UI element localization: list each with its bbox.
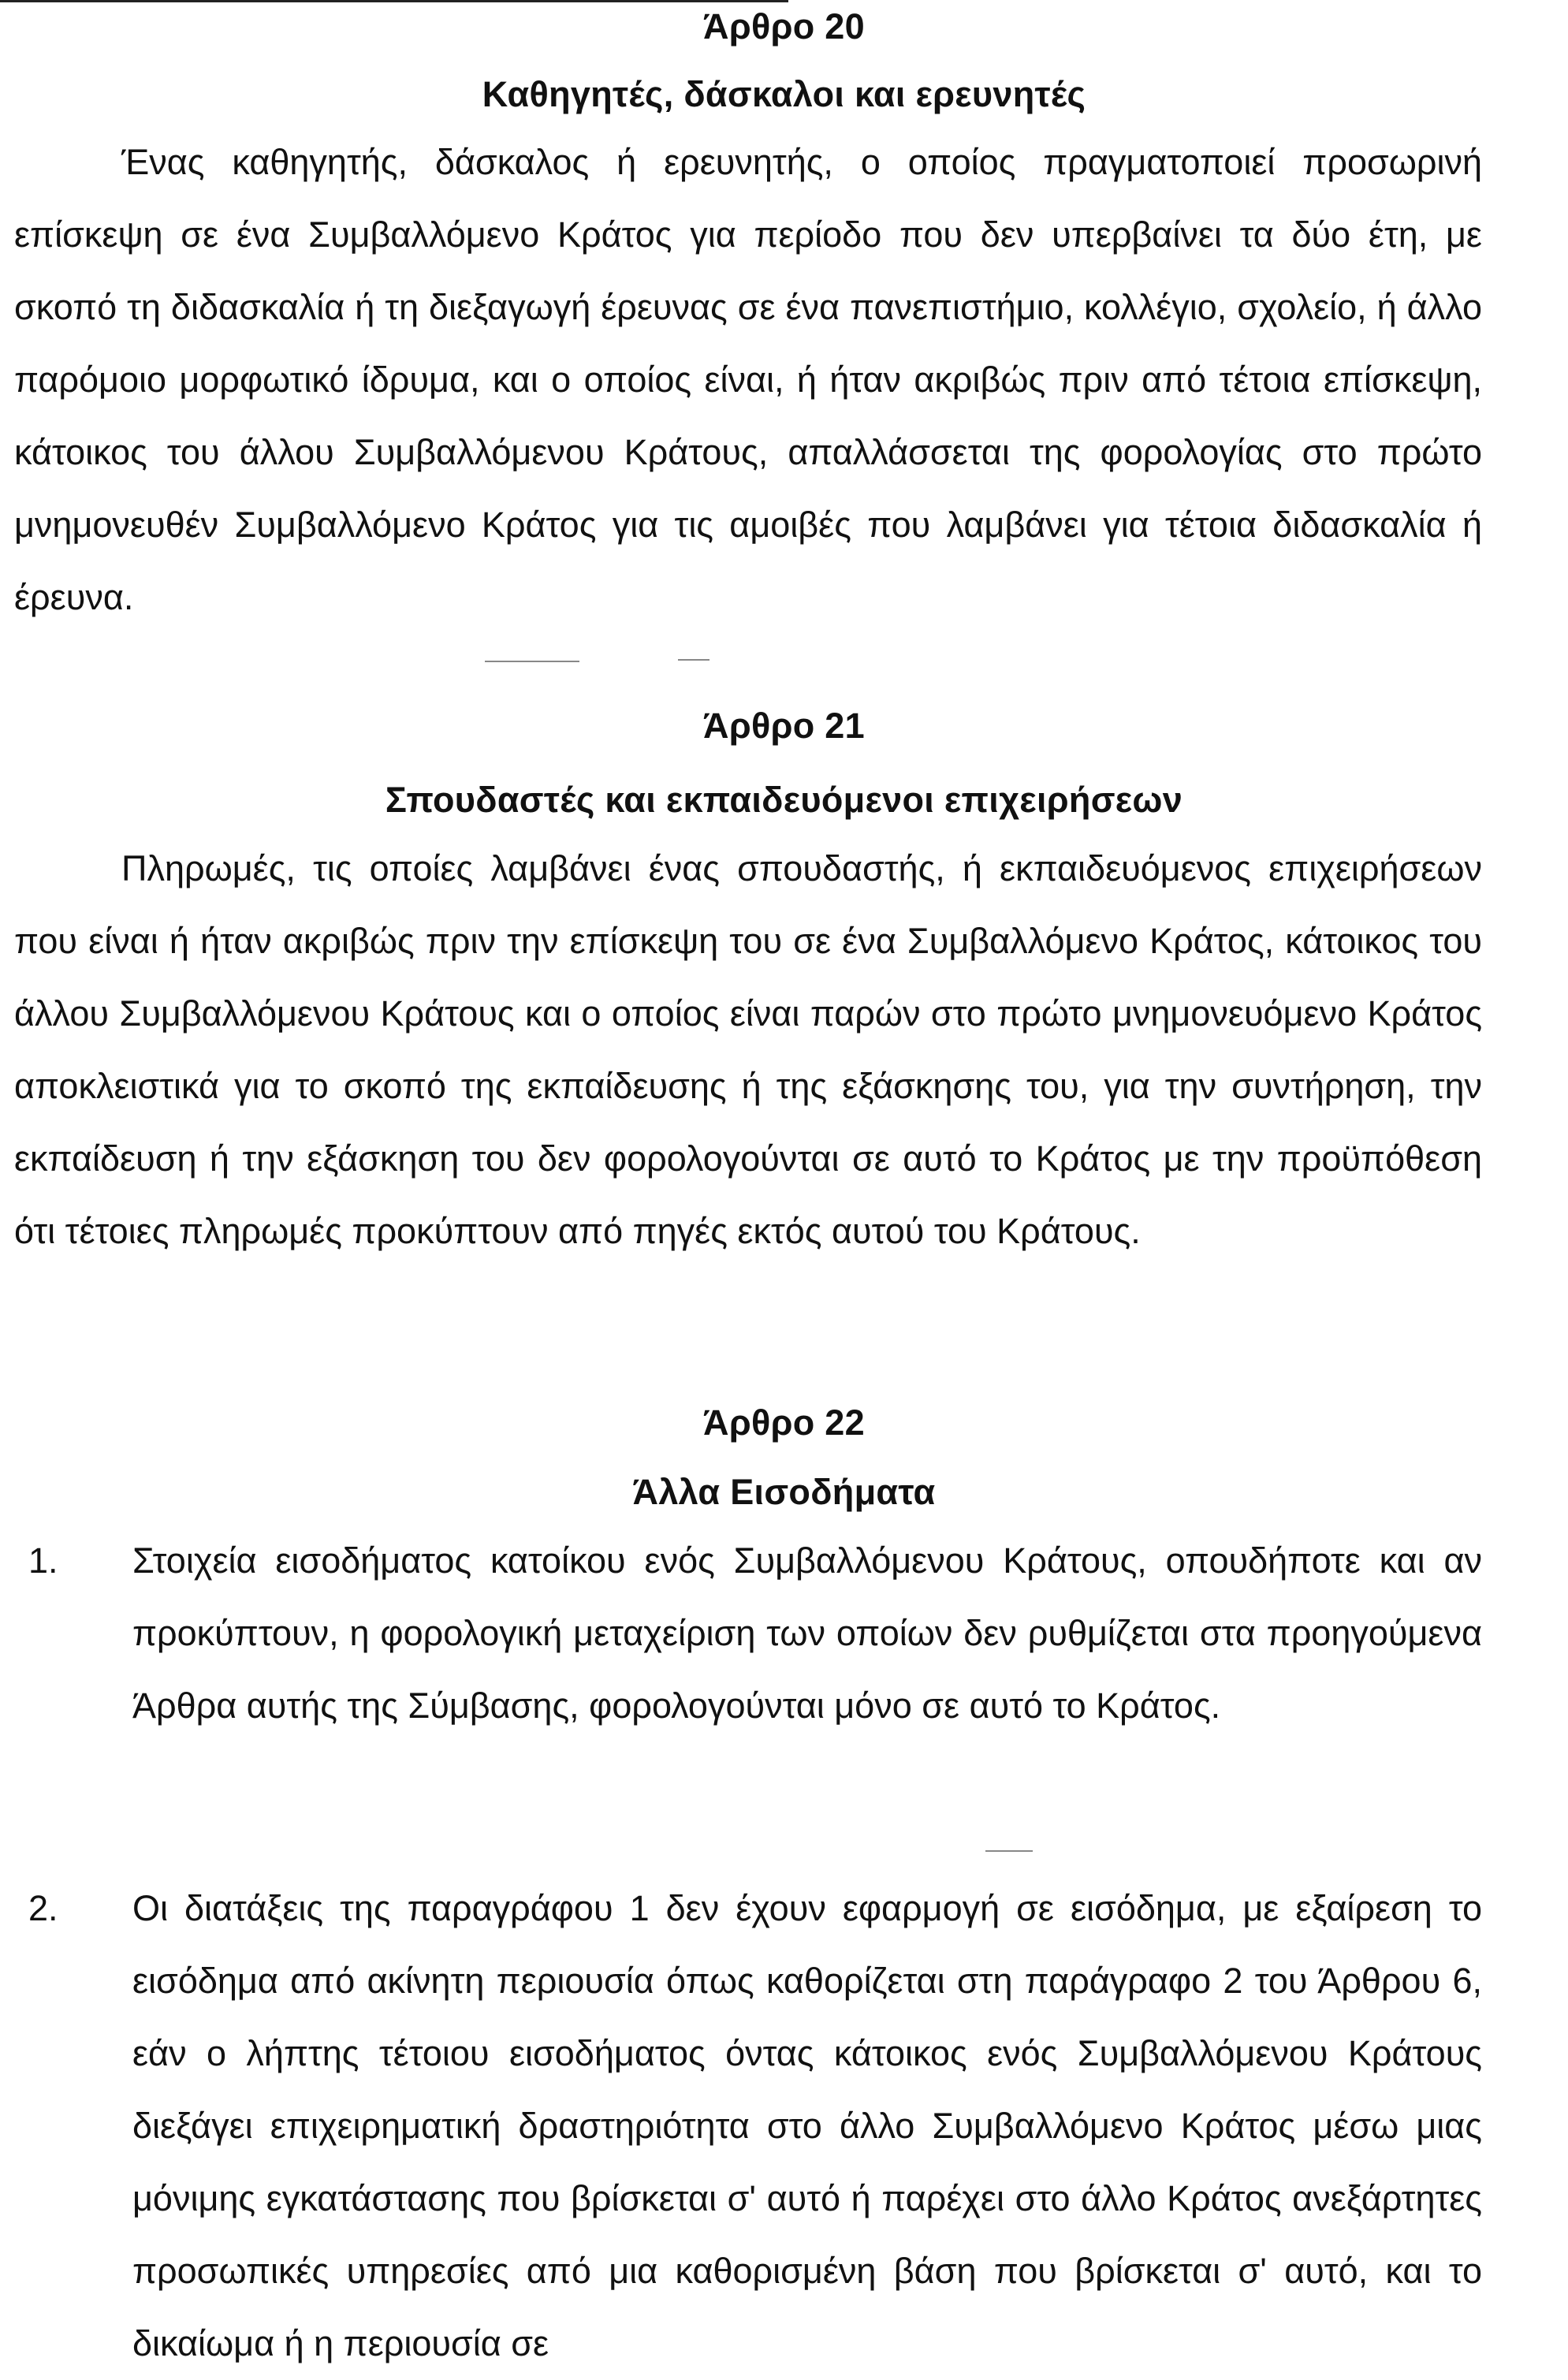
article-20-body: Ένας καθηγητής, δάσκαλος ή ερευνητής, ο οποίος πραγματοποιεί προσωρινή επίσκεψη σε ένα Συμβαλλόμενο Κράτος για περίοδο που δεν υπερβαίνει τα δύο έτη, με σκοπό τη διδασκαλία ή τη διεξαγωγή έρευνας σε ένα πανεπιστήμιο, κολλέγιο, σχολείο, ή άλλο παρόμοιο μορφωτικό ίδρυμα, και ο οποίος είναι, ή ήταν ακριβώς πριν από τέτοια επίσκεψη, κάτοικος του άλλου Συμβαλλόμενου Κράτους, απαλλάσσεται της φορολογίας στο πρώτο μνημονευθέν Συμβαλλόμενο Κράτος για τις αμοιβές που λαμβάνει για τέτοια διδασκαλία ή έρευνα.	[14, 142, 1482, 617]
item-number: 1.	[28, 1540, 58, 1581]
item-number: 2.	[28, 1888, 58, 1928]
article-21-body: Πληρωμές, τις οποίες λαμβάνει ένας σπουδαστής, ή εκπαιδευόμενος επιχειρήσεων που είναι ή ήταν ακριβώς πριν την επίσκεψη του σε ένα Συμβαλλόμενο Κράτος, κάτοικος του άλλου Συμβαλλόμενου Κράτους και ο οποίος είναι παρών στο πρώτο μνημονευόμενο Κράτος αποκλειστικά για το σκοπό της εκπαίδευσης ή της εξάσκησης του, για την συντήρηση, την εκπαίδευση ή την εξάσκηση του δεν φορολογούνται σε αυτό το Κράτος με την προϋπόθεση ότι τέτοιες πληρωμές προκύπτουν από πηγές εκτός αυτού του Κράτους.	[14, 848, 1482, 1251]
article-22-number: Άρθρο 22	[703, 1402, 865, 1443]
top-border-line	[0, 0, 788, 2]
article-21-title: Σπουδαστές και εκπαιδευόμενοι επιχειρήσεων	[385, 780, 1183, 820]
scan-artifact	[678, 659, 710, 661]
scan-artifact	[485, 661, 579, 662]
item-text: Στοιχεία εισοδήματος κατοίκου ενός Συμβαλλόμενου Κράτους, οπουδήποτε και αν προκύπτουν, η φορολογική μεταχείριση των οποίων δεν ρυθμίζεται στα προηγούμενα Άρθρα αυτής της Σύμβασης, φορολογούνται μόνο σε αυτό το Κράτος.	[132, 1540, 1482, 1726]
article-20-number: Άρθρο 20	[703, 6, 865, 47]
article-22-title: Άλλα Εισοδήματα	[632, 1472, 936, 1512]
item-text: Οι διατάξεις της παραγράφου 1 δεν έχουν εφαρμογή σε εισόδημα, με εξαίρεση το εισόδημα από ακίνητη περιουσία όπως καθορίζεται στη παράγραφο 2 του Άρθρου 6, εάν ο λήπτης τέτοιου εισοδήματος όντας κάτοικος ενός Συμβαλλόμενου Κράτους διεξάγει επιχειρηματική δραστηριότητα στο άλλο Συμβαλλόμενο Κράτος μέσω μιας μόνιμης εγκατάστασης που βρίσκεται σ' αυτό ή παρέχει στο άλλο Κράτος ανεξάρτητες προσωπικές υπηρεσίες από μια καθορισμένη βάση που βρίσκεται σ' αυτό, και το δικαίωμα ή η περιουσία σε	[132, 1888, 1482, 2363]
article-21-number: Άρθρο 21	[703, 706, 865, 746]
scan-artifact	[985, 1850, 1033, 1852]
article-20-title: Καθηγητές, δάσκαλοι και ερευνητές	[482, 74, 1086, 114]
